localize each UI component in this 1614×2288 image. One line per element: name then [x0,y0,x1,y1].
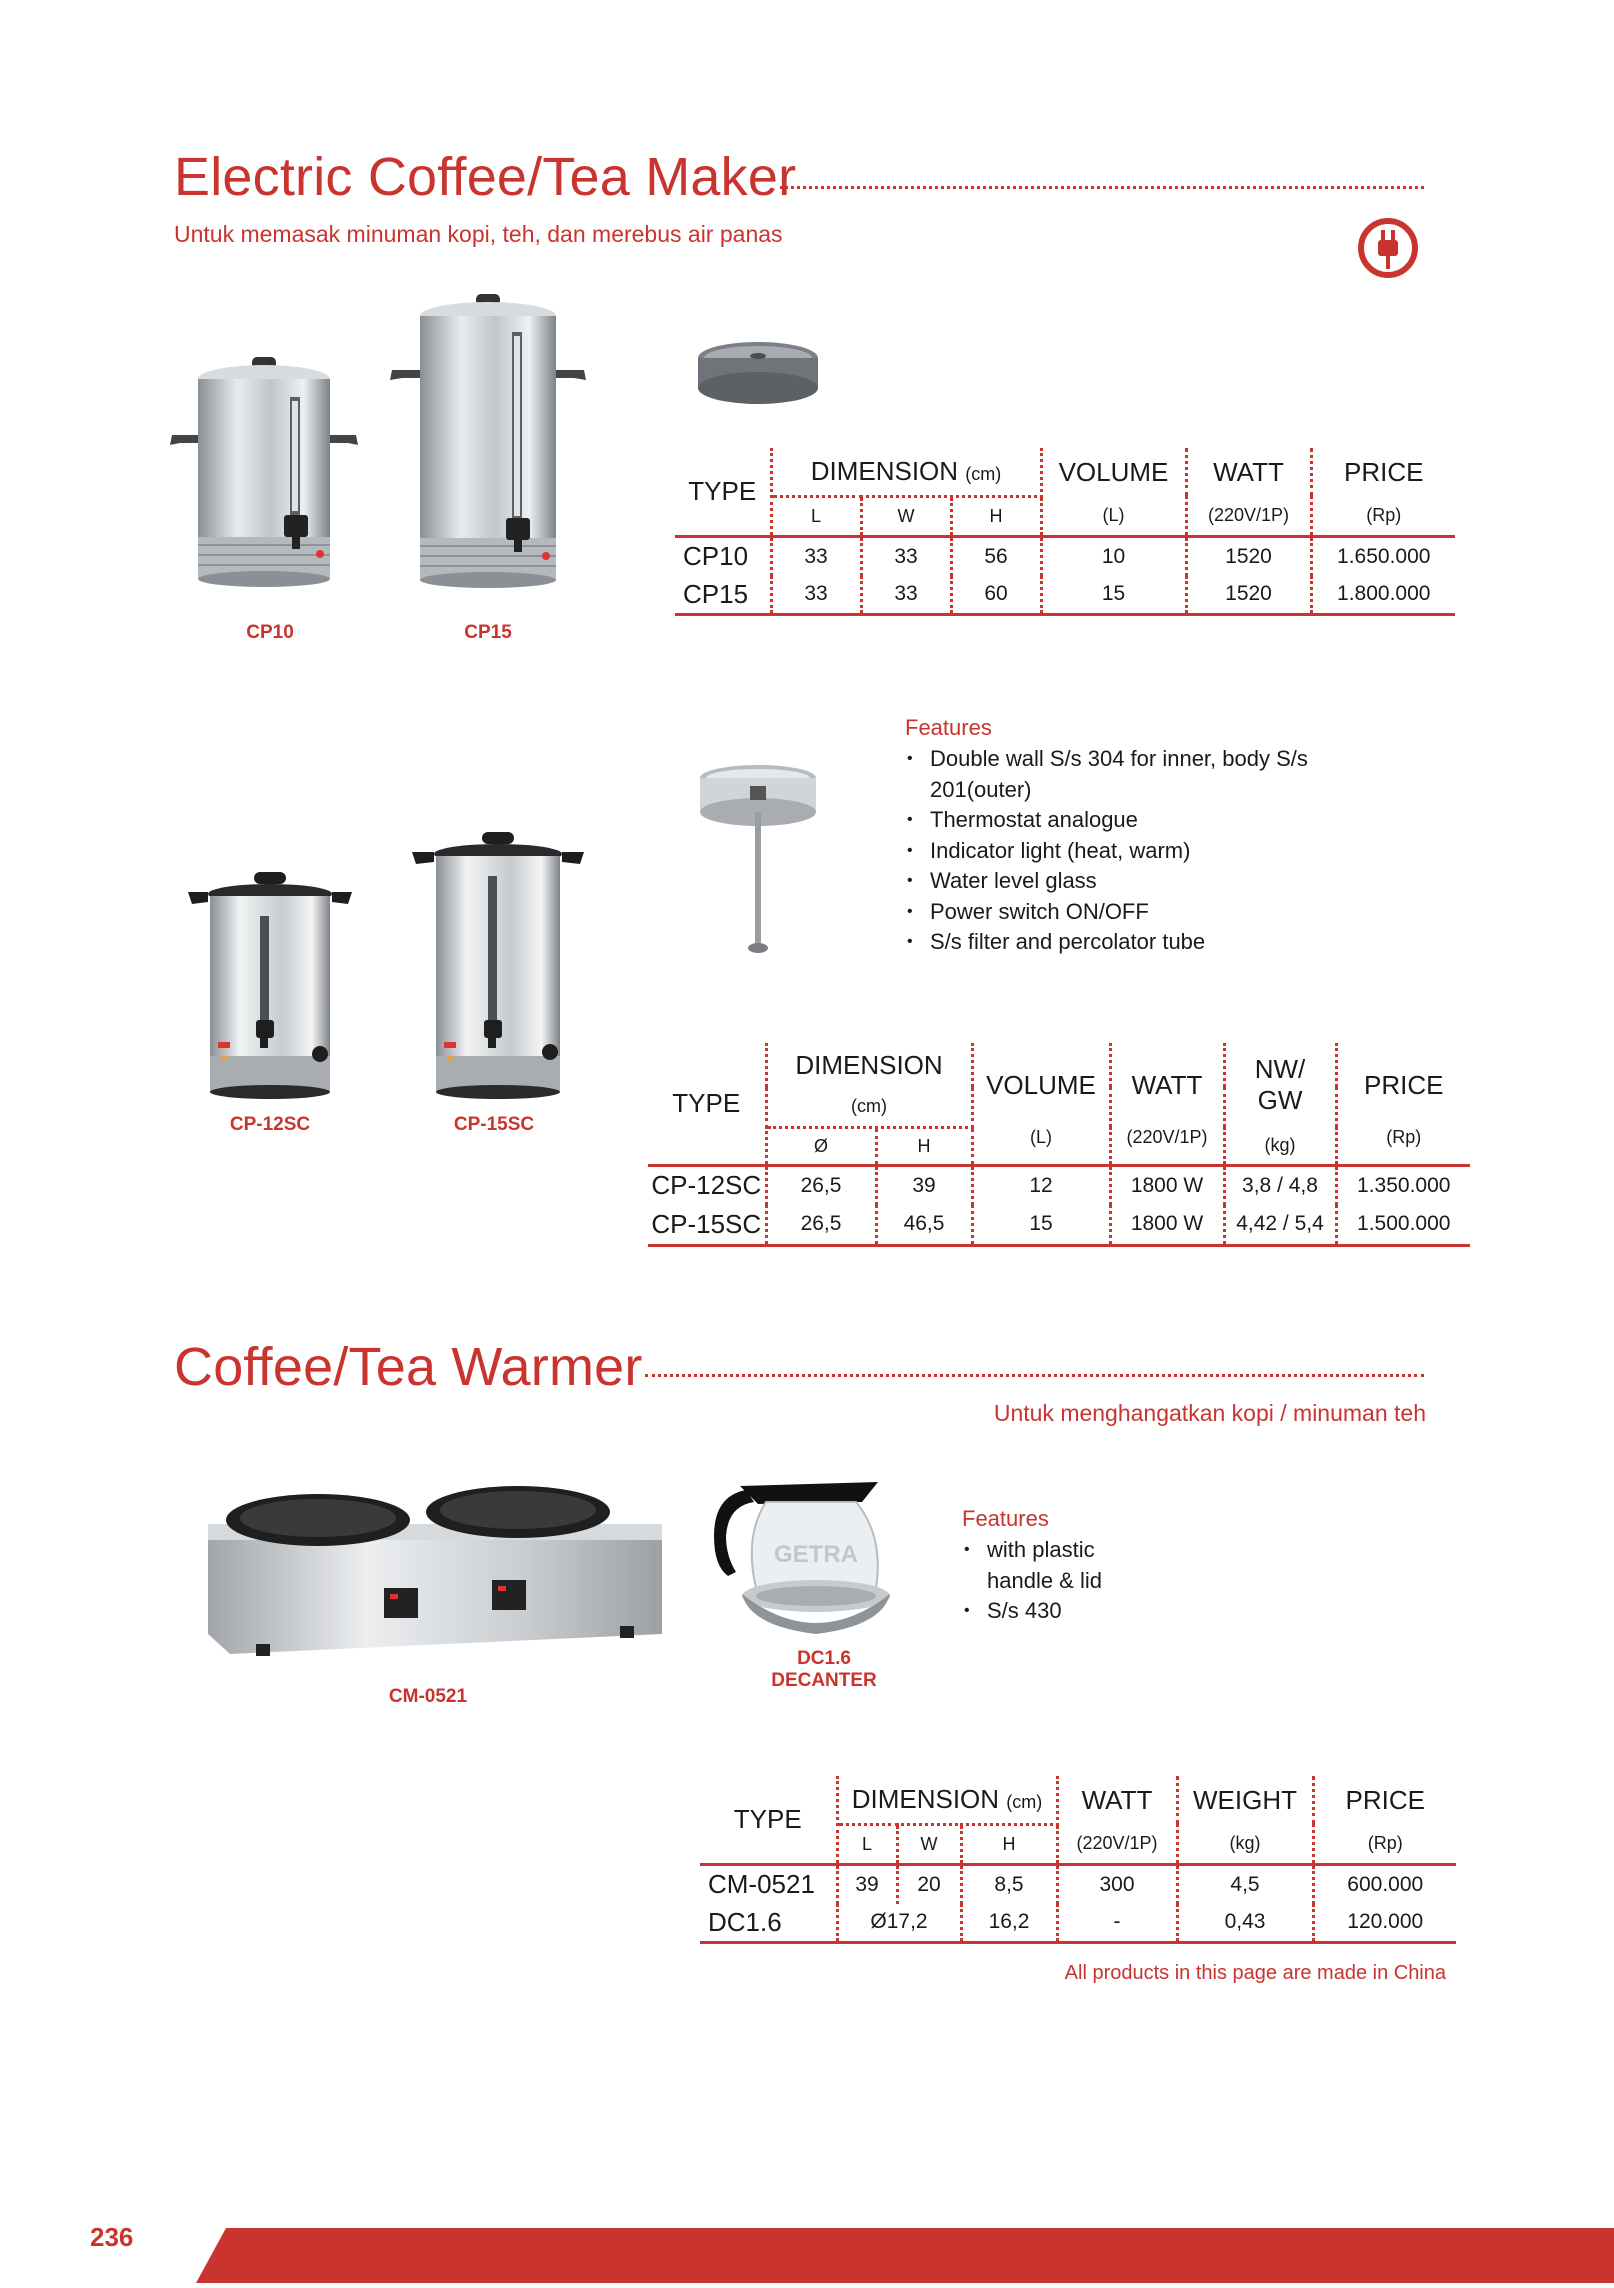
percolator-tube-image [694,762,822,958]
header-w: W [897,1824,961,1864]
list-item: • S/s 430 [962,1596,1112,1627]
table-row [648,1165,1470,1205]
header-type: TYPE [648,1043,766,1165]
header-nwgw: NW/ GW [1224,1043,1336,1127]
cell-watt: 1800 W [1110,1165,1224,1205]
cell-price: 120.000 [1313,1904,1456,1942]
list-item: • with plastic handle & lid [962,1535,1112,1596]
cell-watt: 300 [1057,1864,1177,1904]
header-weight: WEIGHT [1177,1776,1313,1824]
cell-h: 16,2 [961,1904,1057,1942]
header-price: PRICE [1344,456,1424,487]
header-watt-unit: (220V/1P) [1057,1824,1177,1864]
list-item: • Thermostat analogue [905,805,1325,836]
header-h: H [876,1127,972,1165]
header-dimension: DIMENSION [766,1043,972,1087]
title-dotted-rule [780,186,1424,189]
cell-h: 8,5 [961,1864,1057,1904]
cell-type: CP-15SC [648,1205,766,1245]
cell-l: 39 [837,1864,897,1904]
header-watt: WATT [1110,1043,1224,1127]
cell-h: 60 [951,576,1041,614]
cell-diameter: 26,5 [766,1165,876,1205]
cell-h: 46,5 [876,1205,972,1245]
cell-watt: 1520 [1186,536,1311,576]
cell-volume: 15 [1041,576,1186,614]
cell-price: 1.350.000 [1336,1165,1470,1205]
cell-nwgw: 4,42 / 5,4 [1224,1205,1336,1245]
section-title-coffee-maker: Electric Coffee/Tea Maker [174,147,797,207]
header-volume-unit: (L) [972,1127,1110,1165]
header-l: L [837,1824,897,1864]
header-h: H [951,496,1041,536]
cell-nwgw: 3,8 / 4,8 [1224,1165,1336,1205]
header-watt: WATT [1186,448,1311,496]
cp15-label: CP15 [464,622,512,643]
table-row [675,536,1455,576]
spec-table-cp-sc [648,1043,1470,1247]
features-list [962,1535,1112,1627]
list-item: • Power switch ON/OFF [905,897,1325,928]
cm-0521-warmer-image [200,1484,670,1662]
cell-lw: Ø17,2 [837,1904,961,1942]
cell-price: 600.000 [1313,1864,1456,1904]
cp-15sc-urn-image [408,830,588,1102]
header-l: L [771,496,861,536]
title-dotted-rule [645,1374,1424,1377]
header-price-unit: (Rp) [1386,1127,1422,1147]
header-w: W [861,496,951,536]
header-price: PRICE [1364,1069,1444,1100]
cp10-urn-image [166,355,362,610]
cell-l: 33 [771,536,861,576]
cell-price: 1.650.000 [1311,536,1455,576]
decanter-brand-text: GETRA [774,1541,858,1568]
cm-0521-label: CM-0521 [388,1686,468,1707]
cell-watt: 1520 [1186,576,1311,614]
header-type: TYPE [675,448,771,536]
header-watt-unit: (220V/1P) [1186,496,1311,536]
section-title-warmer: Coffee/Tea Warmer [174,1337,643,1397]
cell-volume: 12 [972,1165,1110,1205]
dc1-6-decanter-image [706,1476,900,1654]
cell-volume: 15 [972,1205,1110,1245]
header-h: H [961,1824,1057,1864]
list-item: • Indicator light (heat, warm) [905,836,1325,867]
header-diameter: Ø [766,1127,876,1165]
filter-basket-image [694,340,822,410]
origin-note: All products in this page are made in China [1064,1962,1446,1984]
cell-type: CM-0521 [700,1864,837,1904]
cell-price: 1.500.000 [1336,1205,1470,1245]
header-volume-unit: (L) [1041,496,1186,536]
dc1-6-label: DC1.6 DECANTER [771,1648,877,1691]
cp-15sc-label: CP-15SC [453,1114,535,1135]
table-row [700,1904,1456,1942]
cp-12sc-label: CP-12SC [229,1114,311,1135]
footer-bar [0,2228,1614,2283]
header-volume: VOLUME [972,1043,1110,1127]
header-price-unit: (Rp) [1367,1832,1403,1853]
spec-table-warmer [700,1776,1456,1944]
section-subtitle-warmer: Untuk menghangatkan kopi / minuman teh [993,1400,1426,1426]
header-nwgw-unit: (kg) [1224,1127,1336,1165]
cell-w: 33 [861,536,951,576]
list-item: • Water level glass [905,866,1325,897]
table-row [675,576,1455,614]
header-weight-unit: (kg) [1177,1824,1313,1864]
header-type: TYPE [700,1776,837,1864]
cp15-urn-image [386,292,590,610]
header-volume: VOLUME [1041,448,1186,496]
header-dimension-unit: (cm) [766,1087,972,1127]
list-item: • S/s filter and percolator tube [905,927,1325,958]
cell-type: CP10 [675,536,771,576]
features-title: Features [905,715,992,740]
cell-volume: 10 [1041,536,1186,576]
list-item: • Double wall S/s 304 for inner, body S/s 201(outer) [905,744,1325,805]
cp10-label: CP10 [246,622,294,643]
cell-w: 20 [897,1864,961,1904]
header-watt-unit: (220V/1P) [1110,1127,1224,1165]
cell-l: 33 [771,576,861,614]
cp-12sc-urn-image [184,870,356,1102]
power-plug-icon [1356,216,1420,280]
cell-type: DC1.6 [700,1904,837,1942]
cell-price: 1.800.000 [1311,576,1455,614]
features-title: Features [962,1506,1049,1531]
cell-weight: 0,43 [1177,1904,1313,1942]
cell-type: CP15 [675,576,771,614]
features-list [905,744,1325,958]
cell-h: 56 [951,536,1041,576]
header-price-unit: (Rp) [1366,504,1402,525]
header-dimension: DIMENSION (cm) [837,1776,1057,1824]
cell-w: 33 [861,576,951,614]
table-row [700,1864,1456,1904]
spec-table-cp [675,448,1455,616]
cell-weight: 4,5 [1177,1864,1313,1904]
cell-diameter: 26,5 [766,1205,876,1245]
section-subtitle-coffee-maker: Untuk memasak minuman kopi, teh, dan merebus air panas [174,221,783,247]
cell-watt: - [1057,1904,1177,1942]
header-dimension: DIMENSION (cm) [771,448,1041,496]
table-row [648,1205,1470,1245]
cell-watt: 1800 W [1110,1205,1224,1245]
page-number: 236 [90,2222,134,2252]
header-price: PRICE [1345,1784,1425,1815]
cell-h: 39 [876,1165,972,1205]
header-watt: WATT [1057,1776,1177,1824]
cell-type: CP-12SC [648,1165,766,1205]
